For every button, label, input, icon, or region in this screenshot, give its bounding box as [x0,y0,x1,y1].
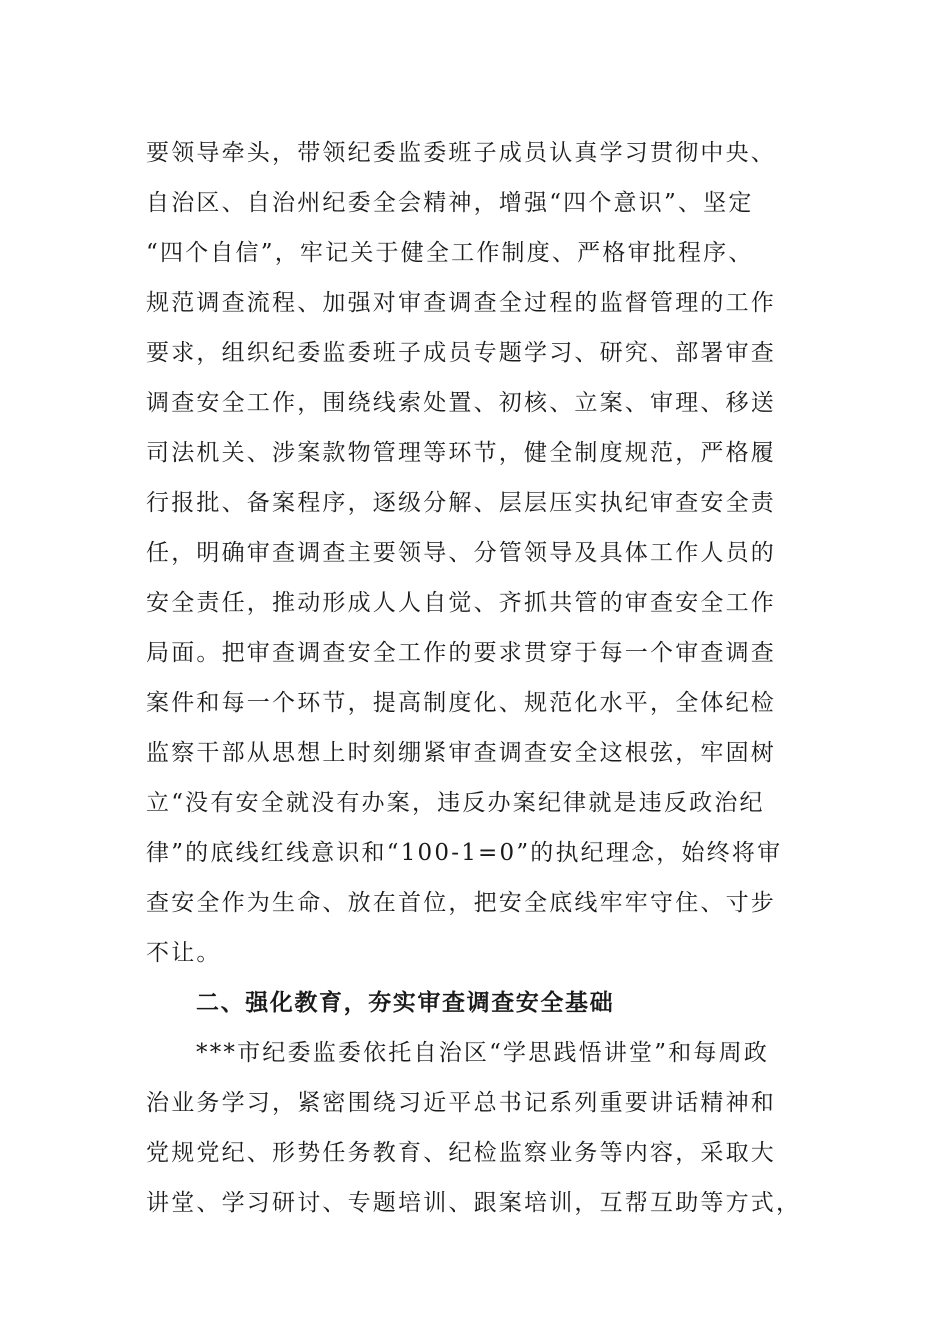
text-line: 治业务学习，紧密围绕习近平总书记系列重要讲话精神和 [146,1090,776,1116]
text-line: 规范调查流程、加强对审查调查全过程的监督管理的工作 [146,290,776,316]
section-heading: 二、强化教育，夯实审查调查安全基础 [196,990,615,1016]
text-line: 讲堂、学习研讨、专题培训、跟案培训，互帮互助等方式， [146,1190,802,1216]
text-line: 律”的底线红线意识和“100-1=0”的执纪理念，始终将审 [146,840,783,866]
text-line: “四个自信”，牢记关于健全工作制度、严格审批程序、 [146,240,754,266]
text-line: ***市纪委监委依托自治区“学思践悟讲堂”和每周政 [196,1040,770,1066]
text-line: 不让。 [146,940,222,966]
text-line: 安全责任，推动形成人人自觉、齐抓共管的审查安全工作 [146,590,776,616]
text-line: 要领导牵头，带领纪委监委班子成员认真学习贯彻中央、 [146,140,776,166]
paragraph-1 [146,128,806,978]
text-line: 立“没有安全就没有办案，违反办案纪律就是违反政治纪 [146,790,765,816]
text-line: 司法机关、涉案款物管理等环节，健全制度规范，严格履 [146,440,776,466]
text-line: 监察干部从思想上时刻绷紧审查调查安全这根弦，牢固树 [146,740,776,766]
text-line: 局面。把审查调查安全工作的要求贯穿于每一个审查调查 [146,640,776,666]
text-line: 党规党纪、形势任务教育、纪检监察业务等内容，采取大 [146,1140,776,1166]
text-line: 调查安全工作，围绕线索处置、初核、立案、审理、移送 [146,390,776,416]
text-line: 行报批、备案程序，逐级分解、层层压实执纪审查安全责 [146,490,776,516]
text-line: 案件和每一个环节，提高制度化、规范化水平，全体纪检 [146,690,776,716]
text-line: 自治区、自治州纪委全会精神，增强“四个意识”、坚定 [146,190,754,216]
text-line: 任，明确审查调查主要领导、分管领导及具体工作人员的 [146,540,776,566]
text-line: 查安全作为生命、放在首位，把安全底线牢牢守住、寸步 [146,890,776,916]
text-line: 要求，组织纪委监委班子成员专题学习、研究、部署审查 [146,340,776,366]
document-body [146,128,806,1228]
paragraph-2 [146,1028,806,1228]
